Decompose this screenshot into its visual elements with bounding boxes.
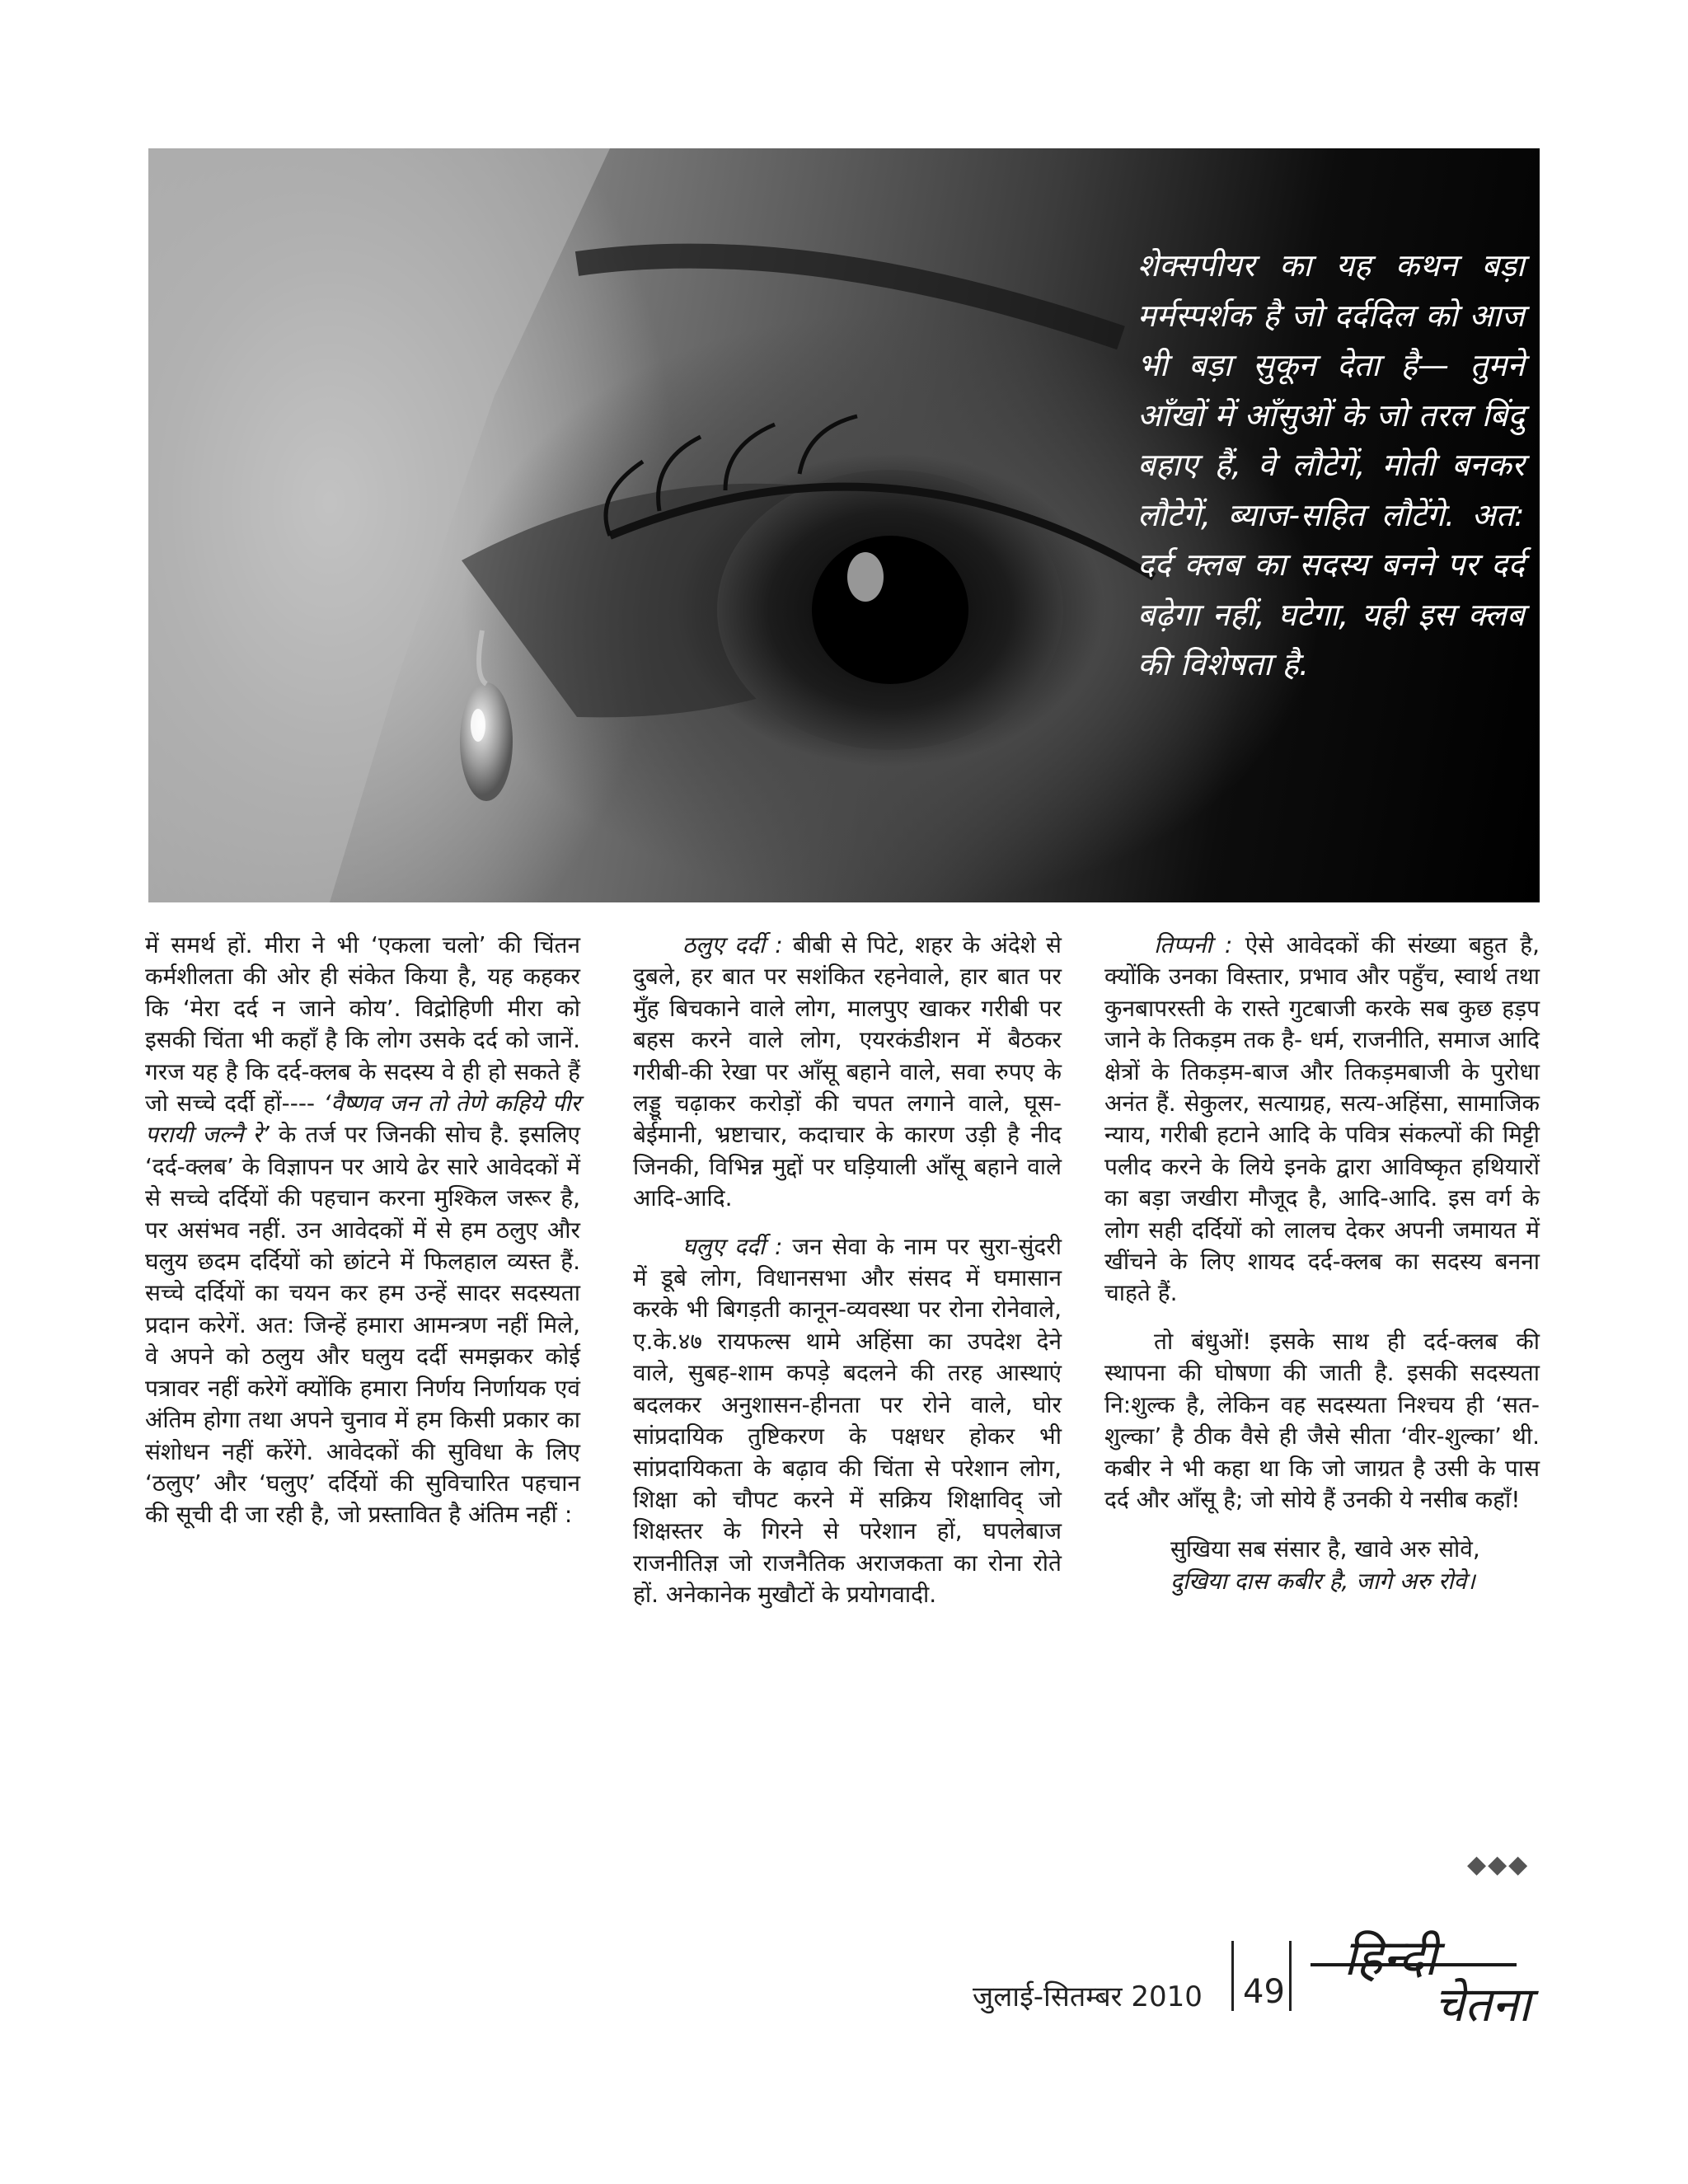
couplet-line-2: दुखिया दास कबीर है, जागे अरु रोवे। xyxy=(1170,1567,1475,1595)
thalue-dardi-paragraph xyxy=(633,930,1062,1215)
paragraph-text: के तर्ज पर जिनकी सोच है. इसलिए ‘दर्द-क्लब’ के विज्ञापन पर आये ढेर सारे आवेदकों में से सच्चे दर्दियों की पहचान करना मुश्किल जरूर है, पर असंभव नहीं. उन आवेदकों में से हम ठलुए और घलुय छदम दर्दियों को छांटने में फिलहाल व्यस्त हैं. सच्चे दर्दियों का चयन कर हम उन्हें सादर सदस्यता प्रदान करेगें. अत: जिन्हें हमारा आमन्त्रण नहीं मिले, वे अपने को ठलुय और घलुय दर्दी समझकर कोई पत्रावर नहीं करेगें क्योंकि हमारा निर्णय निर्णायक एवं अंतिम होगा तथा अपने चुनाव में हम किसी प्रकार का संशोधन नहीं करेंगे. आवेदकों की सुविधा के लिए ‘ठलुए’ और ‘घलुए’ दर्दियों की सुविचारित पहचान की सूची दी जा रही है, जो प्रस्तावित है अंतिम नहीं : xyxy=(145,1121,580,1529)
closing-paragraph: तो बंधुओं! इसके साथ ही दर्द-क्लब की स्थापना की घोषणा की जाती है. इसकी सदस्यता नि:शुल्क है, लेकिन वह सदस्यता निश्चय ही ‘सत-शुल्का’ है ठीक वैसे ही जैसे सीता ‘वीर-शुल्का’ थी. कबीर ने भी कहा था कि जो जाग्रत है उसी के पास दर्द और आँसू है; जो सोये हैं उनकी ये नसीब कहाँ! xyxy=(1104,1327,1540,1513)
magazine-logo xyxy=(1311,1920,1558,2036)
ghalue-dardi-paragraph xyxy=(633,1231,1062,1611)
tippani-paragraph xyxy=(1104,930,1540,1310)
logo-word-chetna: चेतना xyxy=(1434,1976,1531,2032)
column-1-paragraph xyxy=(145,930,580,1531)
vaishnav-jan-quote: ‘वैष्णव जन तो तेणे कहिये पीर परायी जल्नै रे’ xyxy=(145,1090,580,1149)
paragraph-text: ऐसे आवेदकों की संख्या बहुत है, क्योंकि उनका विस्तार, प्रभाव और पहुँच, स्वार्थ तथा कुनबापरस्ती के रास्ते गुटबाजी करके सब कुछ हड़प जाने के तिकड़म तक है- धर्म, राजनीति, समाज आदि क्षेत्रों के तिकड़म-बाज और तिकड़मबाजी के पुरोधा अनंत हैं. सेकुलर, सत्याग्रह, सत्य-अहिंसा, सामाजिक न्याय, गरीबी हटाने आदि के पवित्र संकल्पों की मिट्टी पलीद करने के लिये इनके द्वारा आविष्कृत हथियारों का बड़ा जखीरा मौजूद है, आदि-आदि. इस वर्ग के लोग सही दर्दियों को लालच देकर अपनी जमायत में खींचने के लिए शायद दर्द-क्लब का सदस्य बनना चाहते हैं. xyxy=(1104,931,1540,1307)
end-of-article-mark: ◆◆◆ xyxy=(1467,1850,1530,1879)
footer-divider xyxy=(1289,1941,1292,2011)
text-column-3 xyxy=(1104,930,1540,1597)
issue-date: जुलाई-सितम्बर 2010 xyxy=(973,1980,1203,2013)
ghalue-dardi-heading: घलुए दर्दी : xyxy=(682,1232,783,1260)
kabir-couplet xyxy=(1104,1534,1540,1597)
hero-pull-quote: शेक्सपीयर का यह कथन बड़ा मर्मस्पर्शक है जो दर्ददिल को आज भी बड़ा सुकून देता है— तुमने आँखों में आँसुओं के जो तरल बिंदु बहाए हैं, वे लौटेगें, मोती बनकर लौटेगें, ब्याज-सहित लौटेंगे. अत: दर्द क्लब का सदस्य बनने पर दर्द बढ़ेगा नहीं, घटेगा, यही इस क्लब की विशेषता है. xyxy=(1137,247,1525,682)
logo-word-hindi: हिन्दी xyxy=(1343,1929,1437,1987)
tippani-heading: तिप्पनी : xyxy=(1154,931,1233,958)
page-number: 49 xyxy=(1243,1973,1285,2011)
text-column-1 xyxy=(145,930,580,1531)
couplet-line-1: सुखिया सब संसार है, खावे अरु सोवे, xyxy=(1170,1535,1480,1563)
hero-photo xyxy=(148,148,1540,902)
paragraph-text: में समर्थ हों. मीरा ने भी ‘एकला चलो’ की चिंतन कर्मशीलता की ओर ही संकेत किया है, यह कहकर कि ‘मेरा दर्द न जाने कोय’. विद्रोहिणी मीरा को इसकी चिंता भी कहाँ है कि लोग उसके दर्द को जानें. गरज यह है कि दर्द-क्लब के सदस्य वे ही हो सकते हैं जो सच्चे दर्दी हों---- xyxy=(145,931,580,1118)
paragraph-text: बीबी से पिटे, शहर के अंदेशे से दुबले, हर बात पर सशंकित रहनेवाले, हार बात पर मुँह बिचकाने वाले लोग, मालपुए खाकर गरीबी पर बहस करने वाले लोग, एयरकंडीशन में बैठकर गरीबी-की रेखा पर आँसू बहाने वाले, सवा रुपए के लड्डू चढ़ाकर करोड़ों की चपत लगाने वाले, घूस-बेईमानी, भ्रष्टाचार, कदाचार के कारण उड़ी है नीद जिनकी, विभिन्न मुद्दों पर घड़ियाली आँसू बहाने वाले आदि-आदि. xyxy=(633,931,1062,1212)
text-column-2 xyxy=(633,930,1062,1611)
paragraph-text: जन सेवा के नाम पर सुरा-सुंदरी में डूबे लोग, विधानसभा और संसद में घमासान करके भी बिगड़ती कानून-व्यवस्था पर रोना रोनेवाले, ए.के.४७ रायफल्स थामे अहिंसा का उपदेश देने वाले, सुबह-शाम कपड़े बदलने की तरह आस्थाएं बदलकर अनुशासन-हीनता पर रोने वाले, घोर सांप्रदायिक तुष्टिकरण के पक्षधर होकर भी सांप्रदायिकता के बढ़ाव की चिंता से परेशान लोग, शिक्षा को चौपट करने में सक्रिय शिक्षाविद् जो शिक्षस्तर के गिरने से परेशान हों, घपलेबाज राजनीतिज्ञ जो राजनैतिक अराजकता का रोना रोते हों. अनेकानेक मुखौटों के प्रयोगवादी. xyxy=(633,1232,1062,1609)
footer-divider xyxy=(1231,1941,1234,2011)
thalue-dardi-heading: ठलुए दर्दी : xyxy=(682,931,783,958)
